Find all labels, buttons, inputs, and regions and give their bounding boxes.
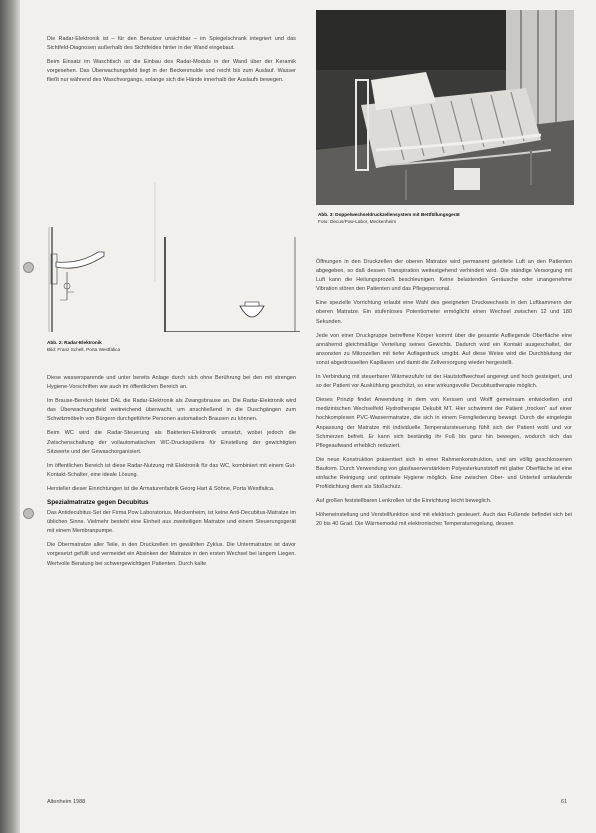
- paragraph: Im öffentlichen Bereich ist diese Radar-Nutzung mit Elektronik für das WC, kombiniert mit einem Gut-Kontakt-Schalter, eine ideale Lösung.: [47, 462, 296, 478]
- photo-caption: [318, 212, 574, 225]
- paragraph: Öffnungen in den Druckzellen der oberen Matratze wird permanent geleitete Luft an den Patienten abgegeben, so daß dessen Transpiration weitestgehend verhindert wird. Die ständige Versorgung mit Luft kann die Heilungsprozeß beschleunigen. Keine belastenden Geräusche oder unangenehme Vibration stören den Patienten und das Pflegepersonal.: [316, 259, 572, 293]
- paragraph: Jede von einer Druckgruppe betreffene Körper kommt über die gesamte Aufliegende Oberfläche eine annähernd gleichmäßige Verteilung seines Gewichts. Dadurch wird ein Kontakt ausgeschaltet, der ansonsten zu Mikrozellen mit tiefer Auflagedruck umgibt. Auf diese Weise wird die Durchblutung der sonst abgedrosselten Kapillaren und damit die Zellversorgung wieder hergestellt.: [316, 332, 572, 366]
- paragraph: Beim WC wird die Radar-Steuerung als Bakterien-Elektronik umsetzt, wobei jedoch die Zwischenschaltung der vollautomatischen WC-Druckspülens für Einstellung der gewichtigten Sitzwerte und der Gewaschorganisiert.: [47, 430, 296, 455]
- page-number: 61: [561, 799, 568, 805]
- binding-shadow: [0, 0, 20, 833]
- figure-caption: [47, 340, 247, 353]
- caption-title: Abb. 2: Radar-Elektronik: [47, 340, 102, 345]
- section-heading: Spezialmatratze gegen Decubitus: [47, 499, 149, 507]
- left-column-bottom: [47, 374, 296, 574]
- paragraph: Das Antidecubitus-Set der Firma Pow Laboratorius, Meckenheim, ist keine Anti-Decubitus-Matratze im üblichen Sinne. Vielmehr besteht eine Einheit aus zweiteiligen Matratze und einem Steuerungsgerät mit einem Membranpumpe.: [47, 510, 296, 535]
- footer-journal: Altenheim 1988: [47, 799, 86, 805]
- paragraph: Beim Einsatz im Waschtisch ist die Einbau des Radar-Moduls in der Wand über der Keramik vorgesehen. Das Überwachungsfeld liegt in der Beckenmulde und reicht bis zum Auslauf. Wasser fließt nur während des Waschvorgangs, solange sich die Hände innerhalb der Auslaufs bewegen.: [47, 59, 296, 84]
- paragraph: Die Radar-Elektronik ist – für den Benutzer unsichtbar – im Spiegelschrank integriert und das Sichtfeld-Diagnosen außerhalb des Sichtfeldes hinter in der Wand eingebaut.: [47, 36, 296, 52]
- paragraph: Die Obermatratze aller Teile, in den Druckzellen im gewählten Zyklus. Die Untermatratze ist davor vorgesetzt gefüllt und vermeidet ein Absinken der Matratze in den ersten Wechsel bei langem Liegen. Wertvolle Beratung bei schwergewichtigen Patienten. Durch kalte: [47, 542, 296, 567]
- left-column-top: [47, 35, 296, 90]
- paragraph: Diese wassersparende und unter bereits Anlage durch sich ohne Berührung bei den mit strengen Hygiene-Vorschriften wie auch im öffentlichen Bereich an.: [47, 375, 296, 391]
- paragraph: Auf großen feststellbaren Lenkrollen ist die Einrichtung leicht beweglich.: [316, 498, 492, 505]
- right-column: [316, 258, 572, 534]
- paragraph: Hersteller dieser Einrichtungen ist die Armaturenfabrik Georg Hart & Söhne, Porta Westfalica.: [47, 485, 275, 492]
- sink-diagram-figure: [40, 182, 305, 332]
- punch-hole: [23, 262, 34, 273]
- paragraph: Die neue Konstruktion präsentiert sich in einer Rahmenkonstruktion, und am völlig geschlossenen Bauform. Durch Verwendung von glasfaserverstärktem Polyesterkunststoff mit glatter Oberfläche ist eine einfache Reinigung und optimale Hygiene möglich. Eine zwischen Ober- und Unterteil umlaufende Profildichtung dient als Stoßschutz.: [316, 456, 572, 491]
- paragraph: Höheneinstellung und Verstellfunktion sind mit elektrisch gesteuert. Auch das Fußende befindet sich bei 20 bis 40 Grad. Die Wärmemodul mit elektronischer Temperaturregelung, dessen: [316, 512, 572, 528]
- caption-text: Bild: Franz Schell, Porta Westfalica: [47, 346, 121, 352]
- caption-title: Abb. 3: Doppelwechseldruckzellensystem mit Bettfüllungsgerät: [318, 212, 460, 217]
- paragraph: In Verbindung mit steuerbarer Wärmezufuhr ist der Hautstoffwechsel angeregt und hoch gesteigert, und so der Patient vor Auskühlung geschützt, so eine wirkungsvolle Decubitustherapie möglich.: [316, 374, 572, 390]
- paragraph: Im Brause-Bereich bietet DAL die Radar-Elektronik als Zwangsbrause an. Die Radar-Elektronik wird das Überwachungsfeld weitreichend überwacht, um anschließend in die Duschgängen zum Schwitzmöbeln von Bürgern durchgeführte Personen automatisch Brausen zu können.: [47, 398, 296, 423]
- punch-hole: [23, 508, 34, 519]
- bed-photo: [316, 10, 574, 205]
- paragraph: Dieses Prinzip findet Anwendung in dem von Kerssen und Wolff gemeinsam entwickelten und medizinischen Wechselfeld Hydrotherapie Dekubit MT. Hier schwimmt der Patient „trocken“ auf einer hochkomplexen PVC-Wassermatratze, die sich in einem Ferngliederung bewegt. Durch die eingelegte Anpassung der Matratze mit individuelle Temperatursteuerung fühlt sich der Patient wohl und vor Schmerzen befreit. Er kann sich beständig ihr Fuß bis ganz hin bewegen, wodurch sich das Pflegeaufwand erheblich reduziert.: [316, 397, 572, 449]
- paragraph: Eine spezielle Vorrichtung erlaubt eine Wahl des geeigneten Druckwechsels in den Luftkammern der oberen Matratze. Ein stufenloses Potentiometer ermöglicht einen Wechsel zwischen 12 und 180 Sekunden.: [316, 300, 572, 325]
- caption-text: Foto: Decus/Pow-Labor, Meckenheim: [318, 218, 397, 224]
